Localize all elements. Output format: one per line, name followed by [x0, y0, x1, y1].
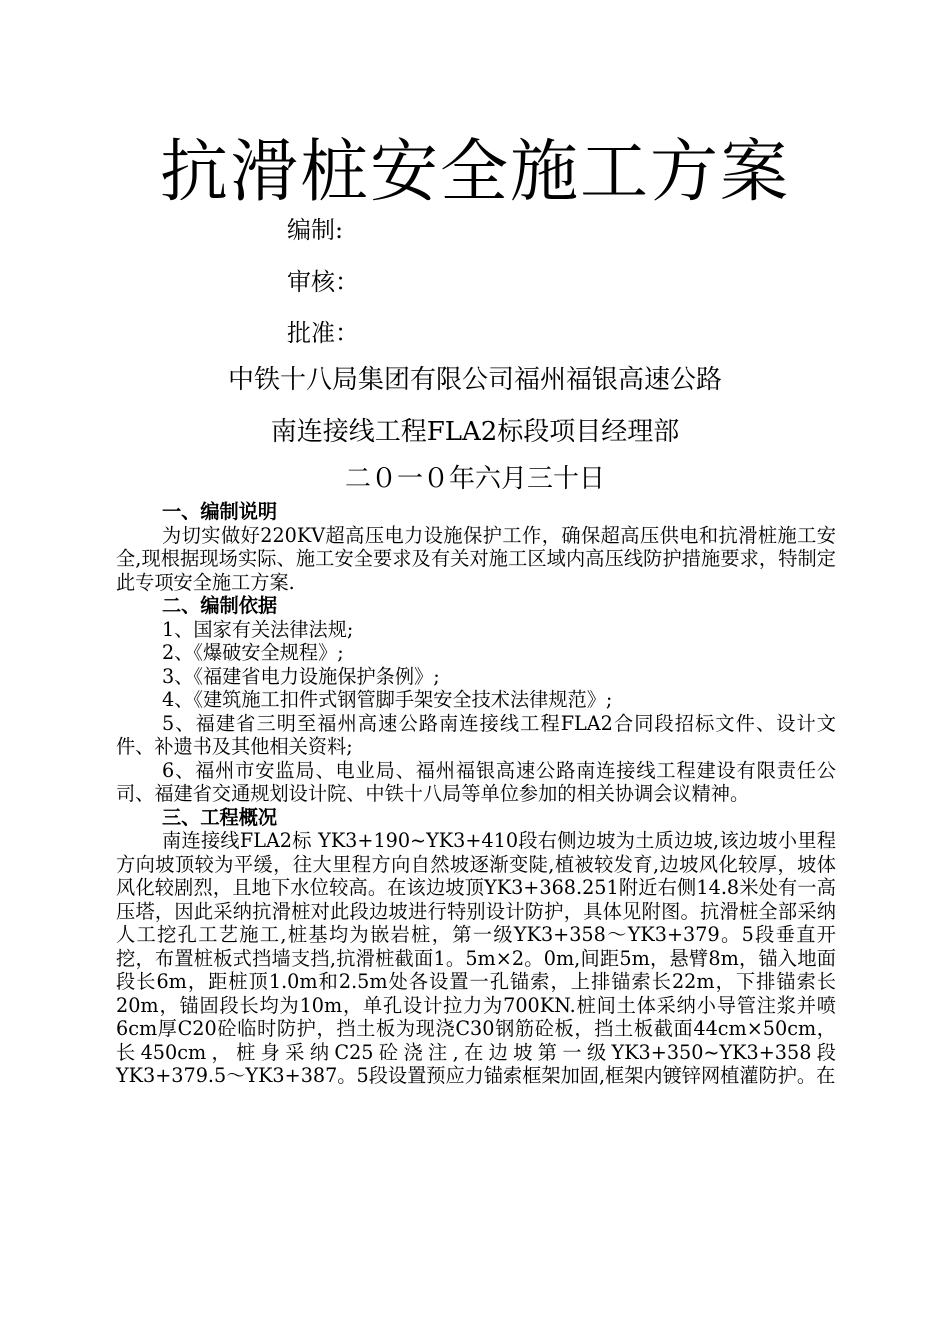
list-item: 4、《建筑施工扣件式钢管脚手架安全技术法律规范》;	[162, 688, 613, 711]
list-item: 1、国家有关法律法规;	[162, 617, 354, 641]
list-item: 6、福州市安监局、电业局、福州福银高速公路南连接线工程建设有限责任公司、福建省交通规划设计院、中铁十八局等单位参加的相关协调会议精神。	[116, 758, 836, 805]
organization-line-1: 中铁十八局集团有限公司福州福银高速公路	[227, 365, 722, 395]
section-heading-1: 一、编制说明	[162, 500, 278, 523]
list-item: 3、《福建省电力设施保护条例》;	[162, 664, 440, 688]
organization-line-2: 南连接线工程FLA2标段项目经理部	[270, 417, 680, 447]
document-date: 二０一０年六月三十日	[344, 464, 605, 494]
signature-review: 审核：	[287, 268, 359, 296]
signature-approve: 批准：	[287, 319, 359, 347]
document-title: 抗滑桩安全施工方案	[159, 133, 790, 212]
section-1-paragraph: 为切实做好220KV超高压电力设施保护工作，确保超高压供电和抗滑桩施工安全,现根据现场实际、施工安全要求及有关对施工区域内高压线防护措施要求，特制定此专项安全施工方案.	[116, 523, 836, 594]
section-3-paragraph: 南连接线FLA2标 YK3+190~YK3+410段右侧边坡为土质边坡,该边坡小里程方向坡顶较为平缓，往大里程方向自然坡逐渐变陡,植被较发育,边坡风化较厚，坡体风化较剧烈，且地下水位较高。在该边坡顶YK3+368.251附近右侧14.8米处有一高压塔，因此采纳抗滑桩对此段边坡进行特别设计防护，具体见附图。抗滑桩全部采纳人工挖孔工艺施工,桩基均为嵌岩桩，第一级YK3+358～YK3+379。5段垂直开挖，布置桩板式挡墙支挡,抗滑桩截面1。5m×2。0m,间距5m，悬臂8m，锚入地面段长6m，距桩顶1.0m和2.5m处各设置一孔锚索，上排锚索长22m，下排锚索长20m，锚固段长均为10m，单孔设计拉力为700KN.桩间土体采纳小导管注浆并喷6cm厚C20砼临时防护，挡土板为现浇C30钢筋砼板，挡土板截面44cm×50cm，长450cm，桩身采纳C25砼浇注,在边坡第一级YK3+350~YK3+358段YK3+379.5～YK3+387。5段设置预应力锚索框架加固,框架内镀锌网植灌防护。在	[116, 829, 836, 1087]
list-item: 5、福建省三明至福州高速公路南连接线工程FLA2合同段招标文件、设计文件、补遗书及其他相关资料;	[116, 711, 836, 758]
signature-compile: 编制:	[287, 216, 344, 244]
list-item: 2、《爆破安全规程》;	[162, 641, 344, 664]
section-heading-3: 三、工程概况	[162, 805, 278, 829]
section-heading-2: 二、编制依据	[162, 594, 278, 617]
document-body	[116, 500, 836, 1088]
